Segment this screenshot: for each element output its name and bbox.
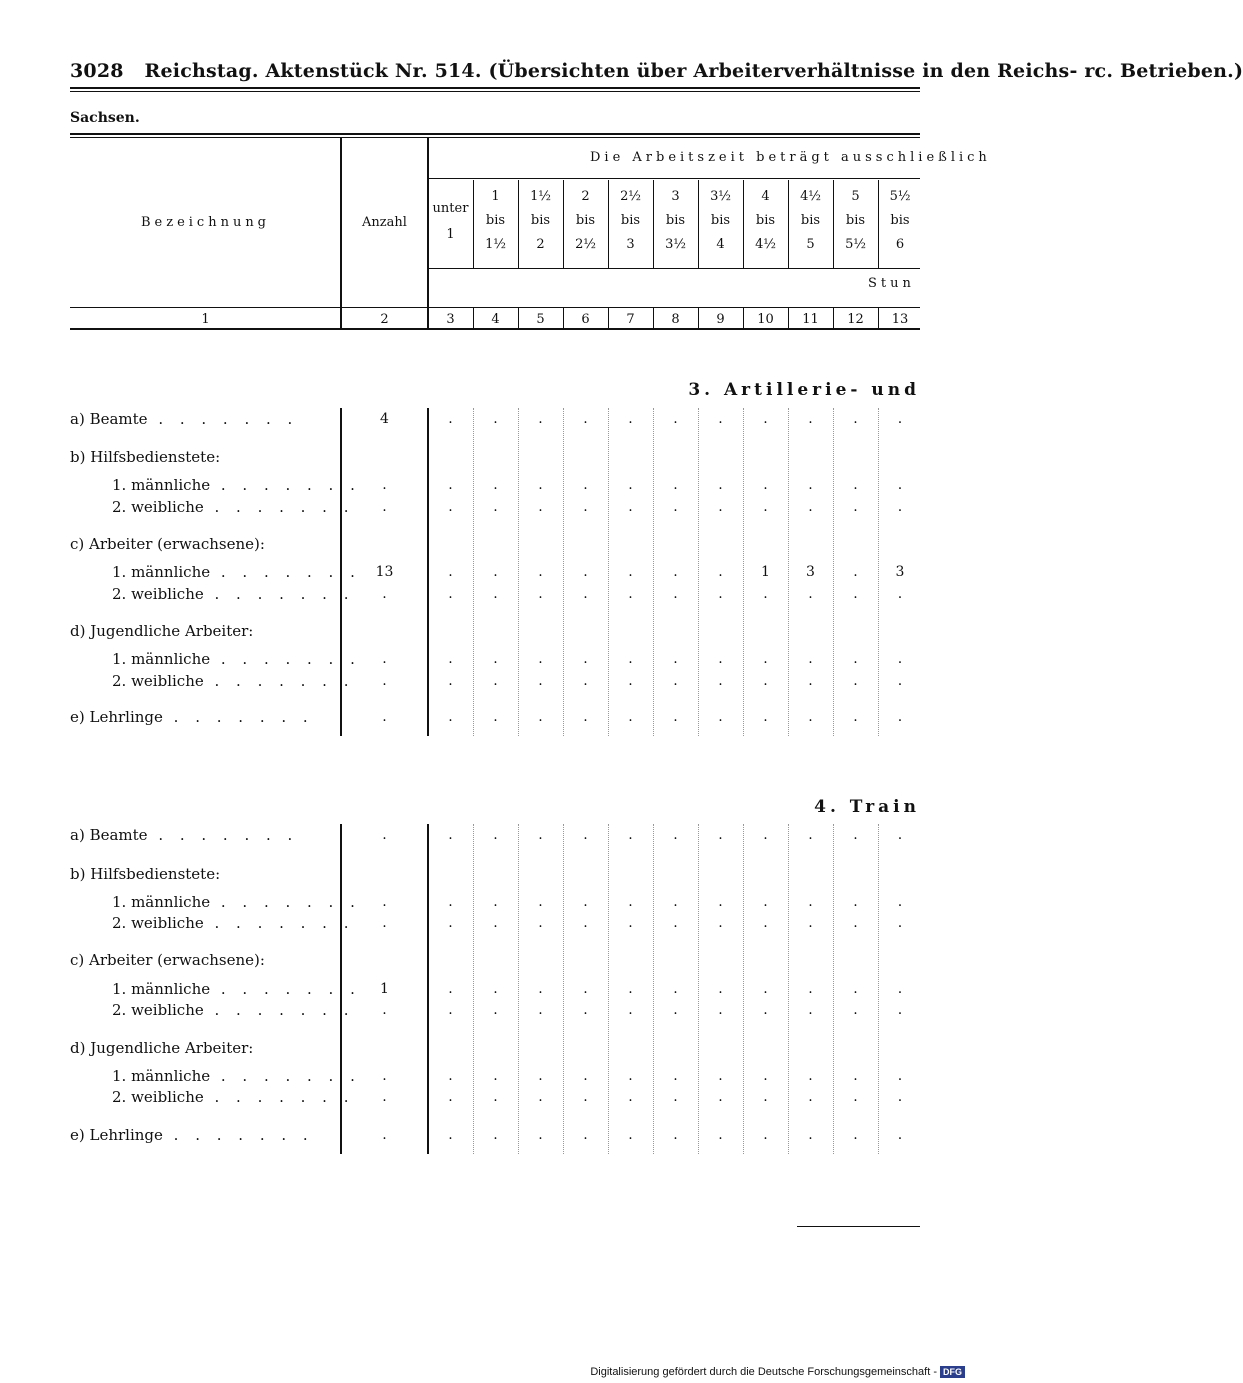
value-cell: . — [583, 709, 588, 725]
value-cell: . — [763, 894, 768, 910]
row-label: b) Hilfsbedienstete: — [70, 448, 221, 466]
value-cell: . — [583, 411, 588, 427]
hour-col-mid: 1 — [446, 227, 455, 242]
value-cell: . — [628, 827, 633, 843]
hour-col-mid: bis — [485, 213, 506, 228]
value-cell: . — [718, 499, 723, 515]
footer-credit — [590, 1366, 965, 1378]
value-cell: . — [853, 477, 858, 493]
hour-col-top: 4 — [761, 189, 770, 204]
value-cell: . — [673, 1127, 678, 1143]
value-cell: . — [718, 709, 723, 725]
value-cell: . — [897, 586, 903, 602]
row-label: 2. weibliche . . . . . . . — [112, 1088, 355, 1106]
anzahl-cell: . — [382, 673, 387, 689]
row-label: 1. männliche . . . . . . . — [112, 476, 361, 494]
value-cell: . — [628, 673, 633, 689]
hour-col-bot: 6 — [895, 237, 905, 252]
page-header — [70, 60, 1243, 82]
anzahl-cell: 4 — [380, 411, 389, 427]
value-cell: . — [853, 1127, 858, 1143]
value-cell: . — [673, 477, 678, 493]
value-cell: . — [897, 651, 903, 667]
hour-col-mid: bis — [800, 213, 821, 228]
row-label: c) Arbeiter (erwachsene): — [70, 951, 265, 969]
hour-col-bot: 3 — [626, 237, 635, 252]
value-cell: . — [628, 651, 633, 667]
leader-dots: . . . . . . . — [210, 893, 361, 911]
value-cell: . — [763, 709, 768, 725]
value-cell: . — [673, 1089, 678, 1105]
value-cell: 1 — [761, 564, 770, 580]
value-cell: . — [808, 651, 813, 667]
value-cell: . — [448, 709, 453, 725]
row-label: 2. weibliche . . . . . . . — [112, 585, 355, 603]
value-cell: . — [538, 709, 543, 725]
hour-col-top: 5 — [851, 189, 860, 204]
hour-col-mid: bis — [620, 213, 641, 228]
value-cell: . — [583, 586, 588, 602]
value-cell: . — [808, 1089, 813, 1105]
value-cell: . — [808, 477, 813, 493]
value-cell: . — [448, 894, 453, 910]
leader-dots: . . . . . . . — [210, 980, 361, 998]
hour-col-mid: bis — [530, 213, 551, 228]
value-cell: . — [673, 915, 678, 931]
value-cell: . — [628, 1068, 633, 1084]
value-cell: . — [897, 827, 903, 843]
hour-col-bot: 1½ — [485, 237, 506, 252]
value-cell: . — [448, 1068, 453, 1084]
row-label: d) Jugendliche Arbeiter: — [70, 1039, 254, 1057]
page-number: 3028 — [70, 60, 124, 82]
value-cell: . — [628, 477, 633, 493]
column-number: 8 — [671, 312, 680, 327]
value-cell: . — [673, 499, 678, 515]
row-label: 2. weibliche . . . . . . . — [112, 1001, 355, 1019]
value-cell: . — [673, 1068, 678, 1084]
value-cell: . — [538, 411, 543, 427]
value-cell: . — [673, 586, 678, 602]
value-cell: . — [853, 586, 858, 602]
row-label: 2. weibliche . . . . . . . — [112, 914, 355, 932]
colnum-bottom-rule — [70, 328, 920, 330]
value-cell: . — [538, 586, 543, 602]
row-label: 1. männliche . . . . . . . — [112, 980, 361, 998]
value-cell: . — [718, 1068, 723, 1084]
value-cell: . — [718, 1127, 723, 1143]
anzahl-cell: 1 — [380, 981, 389, 997]
colnum-top-rule — [70, 307, 920, 308]
value-cell: . — [673, 709, 678, 725]
value-cell: . — [897, 1068, 903, 1084]
value-cell: . — [583, 1068, 588, 1084]
row-label: c) Arbeiter (erwachsene): — [70, 535, 265, 553]
hour-col-mid: bis — [665, 213, 686, 228]
value-cell: . — [853, 651, 858, 667]
hour-col-mid: bis — [845, 213, 866, 228]
hour-col-mid: bis — [710, 213, 731, 228]
hour-col-top: 5½ — [889, 189, 911, 204]
value-cell: . — [538, 1127, 543, 1143]
value-cell: . — [583, 894, 588, 910]
value-cell: . — [538, 673, 543, 689]
value-cell: . — [493, 981, 498, 997]
value-cell: . — [538, 1068, 543, 1084]
value-cell: . — [628, 564, 633, 580]
value-cell: . — [448, 564, 453, 580]
leader-dots: . . . . . . . — [210, 563, 361, 581]
value-cell: . — [718, 1089, 723, 1105]
hour-col-top: 1½ — [530, 189, 551, 204]
column-number: 12 — [847, 312, 864, 327]
value-cell: . — [448, 915, 453, 931]
column-number: 3 — [446, 312, 455, 327]
value-cell: . — [718, 411, 723, 427]
hour-col-top: 2 — [581, 189, 590, 204]
value-cell: . — [897, 1127, 903, 1143]
column-number: 5 — [536, 312, 545, 327]
column-number: 1 — [201, 312, 210, 327]
value-cell: . — [538, 564, 543, 580]
hour-col-bot: 4 — [716, 237, 725, 252]
value-cell: . — [628, 915, 633, 931]
anzahl-cell: . — [382, 477, 387, 493]
value-cell: . — [493, 477, 498, 493]
column-number: 2 — [380, 312, 389, 327]
row-label: 1. männliche . . . . . . . — [112, 1067, 361, 1085]
value-cell: . — [583, 981, 588, 997]
value-cell: . — [897, 915, 903, 931]
value-cell: . — [628, 586, 633, 602]
value-cell: . — [763, 673, 768, 689]
row-label: 1. männliche . . . . . . . — [112, 563, 361, 581]
hour-col-top: 2½ — [620, 189, 641, 204]
value-cell: . — [583, 1089, 588, 1105]
value-cell: . — [718, 915, 723, 931]
value-cell: . — [673, 564, 678, 580]
hour-col-top: unter — [432, 201, 469, 216]
value-cell: . — [493, 586, 498, 602]
anzahl-cell: . — [382, 651, 387, 667]
value-cell: . — [538, 981, 543, 997]
value-cell: . — [583, 827, 588, 843]
hour-col-bot: 2 — [536, 237, 545, 252]
value-cell: . — [853, 1068, 858, 1084]
row-label: e) Lehrlinge . . . . . . . — [70, 1126, 314, 1144]
value-cell: . — [583, 915, 588, 931]
value-cell: . — [808, 1127, 813, 1143]
value-cell: . — [763, 411, 768, 427]
value-cell: . — [448, 651, 453, 667]
value-cell: . — [538, 1089, 543, 1105]
row-label: e) Lehrlinge . . . . . . . — [70, 708, 314, 726]
value-cell: . — [493, 564, 498, 580]
value-cell: . — [538, 499, 543, 515]
anzahl-cell: . — [382, 499, 387, 515]
hour-col-top: 3 — [671, 189, 680, 204]
value-cell: . — [897, 477, 903, 493]
value-cell: . — [897, 709, 903, 725]
value-cell: . — [853, 894, 858, 910]
value-cell: . — [673, 673, 678, 689]
hour-col-mid: bis — [755, 213, 776, 228]
value-cell: . — [628, 411, 633, 427]
value-cell: . — [718, 673, 723, 689]
header-rule — [70, 87, 920, 89]
anzahl-cell: . — [382, 586, 387, 602]
value-cell: . — [763, 1127, 768, 1143]
leader-dots: . . . . . . . — [147, 410, 299, 428]
header-rule-thin — [70, 91, 920, 92]
value-cell: . — [853, 411, 858, 427]
value-cell: . — [493, 827, 498, 843]
row-label: 2. weibliche . . . . . . . — [112, 498, 355, 516]
leader-dots: . . . . . . . — [203, 585, 355, 603]
anzahl-cell: . — [382, 1002, 387, 1018]
value-cell: . — [897, 1089, 903, 1105]
value-cell: . — [853, 981, 858, 997]
value-cell: . — [718, 651, 723, 667]
value-cell: . — [763, 1089, 768, 1105]
value-cell: . — [718, 586, 723, 602]
column-number: 9 — [716, 312, 725, 327]
value-cell: . — [897, 411, 903, 427]
hour-col-bot: 4½ — [755, 237, 776, 252]
value-cell: . — [628, 1002, 633, 1018]
leader-dots: . . . . . . . — [203, 914, 355, 932]
value-cell: . — [808, 411, 813, 427]
closing-rule — [797, 1226, 920, 1227]
value-cell: . — [583, 477, 588, 493]
row-label: 2. weibliche . . . . . . . — [112, 672, 355, 690]
value-cell: . — [853, 564, 858, 580]
value-cell: . — [493, 499, 498, 515]
value-cell: . — [718, 1002, 723, 1018]
value-cell: . — [493, 1068, 498, 1084]
value-cell: . — [448, 1089, 453, 1105]
column-number: 11 — [802, 312, 819, 327]
anzahl-cell: . — [382, 1089, 387, 1105]
column-number: 10 — [757, 312, 774, 327]
anzahl-cell: . — [382, 827, 387, 843]
value-cell: . — [448, 1127, 453, 1143]
value-cell: . — [808, 1068, 813, 1084]
value-cell: . — [853, 709, 858, 725]
hours-bottom-rule — [428, 268, 920, 269]
value-cell: . — [583, 651, 588, 667]
row-label: 1. männliche . . . . . . . — [112, 650, 361, 668]
value-cell: . — [763, 586, 768, 602]
value-cell: . — [808, 1002, 813, 1018]
value-cell: . — [897, 894, 903, 910]
section-title: 4. Train — [814, 797, 920, 817]
value-cell: . — [853, 673, 858, 689]
table-top-rule-thin — [70, 137, 920, 138]
value-cell: . — [628, 499, 633, 515]
leader-dots: . . . . . . . — [162, 708, 314, 726]
value-cell: . — [808, 499, 813, 515]
hour-col-mid: bis — [890, 213, 910, 228]
value-cell: . — [718, 894, 723, 910]
value-cell: . — [763, 981, 768, 997]
value-cell: . — [808, 894, 813, 910]
value-cell: . — [583, 673, 588, 689]
hour-col-top: 1 — [491, 189, 500, 204]
vline-anzahl-left — [340, 138, 342, 330]
leader-dots: . . . . . . . — [210, 650, 361, 668]
value-cell: . — [583, 1127, 588, 1143]
value-cell: . — [493, 1002, 498, 1018]
value-cell: . — [763, 915, 768, 931]
value-cell: . — [493, 411, 498, 427]
column-number: 4 — [491, 312, 500, 327]
state-label: Sachsen. — [70, 110, 140, 126]
leader-dots: . . . . . . . — [162, 1126, 314, 1144]
column-number: 13 — [891, 312, 909, 327]
value-cell: . — [493, 1127, 498, 1143]
value-cell: . — [628, 981, 633, 997]
group-header: Die Arbeitszeit beträgt ausschließlich — [590, 150, 991, 165]
row-label: 1. männliche . . . . . . . — [112, 893, 361, 911]
column-number: 7 — [626, 312, 635, 327]
value-cell: . — [763, 1068, 768, 1084]
row-label: d) Jugendliche Arbeiter: — [70, 622, 254, 640]
value-cell: . — [538, 894, 543, 910]
value-cell: . — [448, 673, 453, 689]
hour-col-bot: 5½ — [845, 237, 866, 252]
value-cell: . — [628, 894, 633, 910]
value-cell: . — [763, 499, 768, 515]
anzahl-cell: . — [382, 1127, 387, 1143]
value-cell: . — [853, 827, 858, 843]
value-cell: . — [538, 477, 543, 493]
value-cell: . — [493, 1089, 498, 1105]
value-cell: . — [628, 709, 633, 725]
value-cell: . — [718, 827, 723, 843]
value-cell: . — [763, 477, 768, 493]
value-cell: . — [673, 981, 678, 997]
value-cell: . — [448, 477, 453, 493]
anzahl-cell: . — [382, 709, 387, 725]
value-cell: . — [493, 651, 498, 667]
value-cell: . — [853, 915, 858, 931]
value-cell: . — [538, 827, 543, 843]
value-cell: 3 — [806, 564, 815, 580]
page-title: Reichstag. Aktenstück Nr. 514. (Übersichten über Arbeiterverhältnisse in den Reichs- rc. Betrieben.) — [144, 60, 1243, 82]
value-cell: . — [628, 1089, 633, 1105]
leader-dots: . . . . . . . — [210, 476, 361, 494]
value-cell: . — [897, 499, 903, 515]
value-cell: . — [763, 651, 768, 667]
leader-dots: . . . . . . . — [210, 1067, 361, 1085]
value-cell: 3 — [895, 564, 905, 580]
value-cell: . — [853, 1002, 858, 1018]
value-cell: . — [897, 1002, 903, 1018]
value-cell: . — [763, 1002, 768, 1018]
value-cell: . — [718, 477, 723, 493]
col-bezeichnung: Bezeichnung — [140, 215, 271, 230]
anzahl-cell: . — [382, 1068, 387, 1084]
hour-col-bot: 3½ — [665, 237, 686, 252]
value-cell: . — [718, 564, 723, 580]
hour-col-mid: bis — [575, 213, 596, 228]
leader-dots: . . . . . . . — [147, 826, 299, 844]
value-cell: . — [583, 499, 588, 515]
hour-col-bot: 5 — [806, 237, 815, 252]
value-cell: . — [448, 981, 453, 997]
leader-dots: . . . . . . . — [203, 1001, 355, 1019]
section-title: 3. Artillerie- und — [688, 380, 920, 400]
value-cell: . — [673, 894, 678, 910]
value-cell: . — [808, 827, 813, 843]
value-cell: . — [448, 411, 453, 427]
value-cell: . — [808, 673, 813, 689]
value-cell: . — [808, 981, 813, 997]
value-cell: . — [583, 564, 588, 580]
col-anzahl: Anzahl — [362, 215, 407, 230]
table-top-rule — [70, 133, 920, 135]
value-cell: . — [583, 1002, 588, 1018]
value-cell: . — [673, 651, 678, 667]
value-cell: . — [448, 827, 453, 843]
value-cell: . — [897, 673, 903, 689]
value-cell: . — [448, 499, 453, 515]
value-cell: . — [628, 1127, 633, 1143]
dfg-logo: DFG — [940, 1366, 965, 1378]
value-cell: . — [493, 673, 498, 689]
leader-dots: . . . . . . . — [203, 1088, 355, 1106]
hour-col-top: 3½ — [710, 189, 731, 204]
row-label: a) Beamte . . . . . . . — [70, 410, 299, 428]
value-cell: . — [493, 709, 498, 725]
value-cell: . — [718, 981, 723, 997]
value-cell: . — [538, 1002, 543, 1018]
value-cell: . — [493, 894, 498, 910]
row-label: b) Hilfsbedienstete: — [70, 865, 221, 883]
value-cell: . — [808, 915, 813, 931]
value-cell: . — [853, 499, 858, 515]
value-cell: . — [808, 709, 813, 725]
row-label: a) Beamte . . . . . . . — [70, 826, 299, 844]
value-cell: . — [448, 1002, 453, 1018]
value-cell: . — [673, 411, 678, 427]
leader-dots: . . . . . . . — [203, 672, 355, 690]
value-cell: . — [538, 915, 543, 931]
anzahl-cell: 13 — [375, 564, 394, 580]
value-cell: . — [808, 586, 813, 602]
value-cell: . — [493, 915, 498, 931]
value-cell: . — [673, 1002, 678, 1018]
value-cell: . — [897, 981, 903, 997]
anzahl-cell: . — [382, 915, 387, 931]
hour-col-top: 4½ — [800, 189, 821, 204]
value-cell: . — [448, 586, 453, 602]
value-cell: . — [853, 1089, 858, 1105]
value-cell: . — [673, 827, 678, 843]
value-cell: . — [538, 651, 543, 667]
footer-text: Digitalisierung gefördert durch die Deutsche Forschungsgemeinschaft - — [590, 1366, 937, 1378]
leader-dots: . . . . . . . — [203, 498, 355, 516]
column-number: 6 — [581, 312, 590, 327]
value-cell: . — [763, 827, 768, 843]
hour-col-bot: 2½ — [575, 237, 596, 252]
group-header-rule — [428, 178, 920, 179]
anzahl-cell: . — [382, 894, 387, 910]
unit-label: Stun — [868, 276, 915, 291]
